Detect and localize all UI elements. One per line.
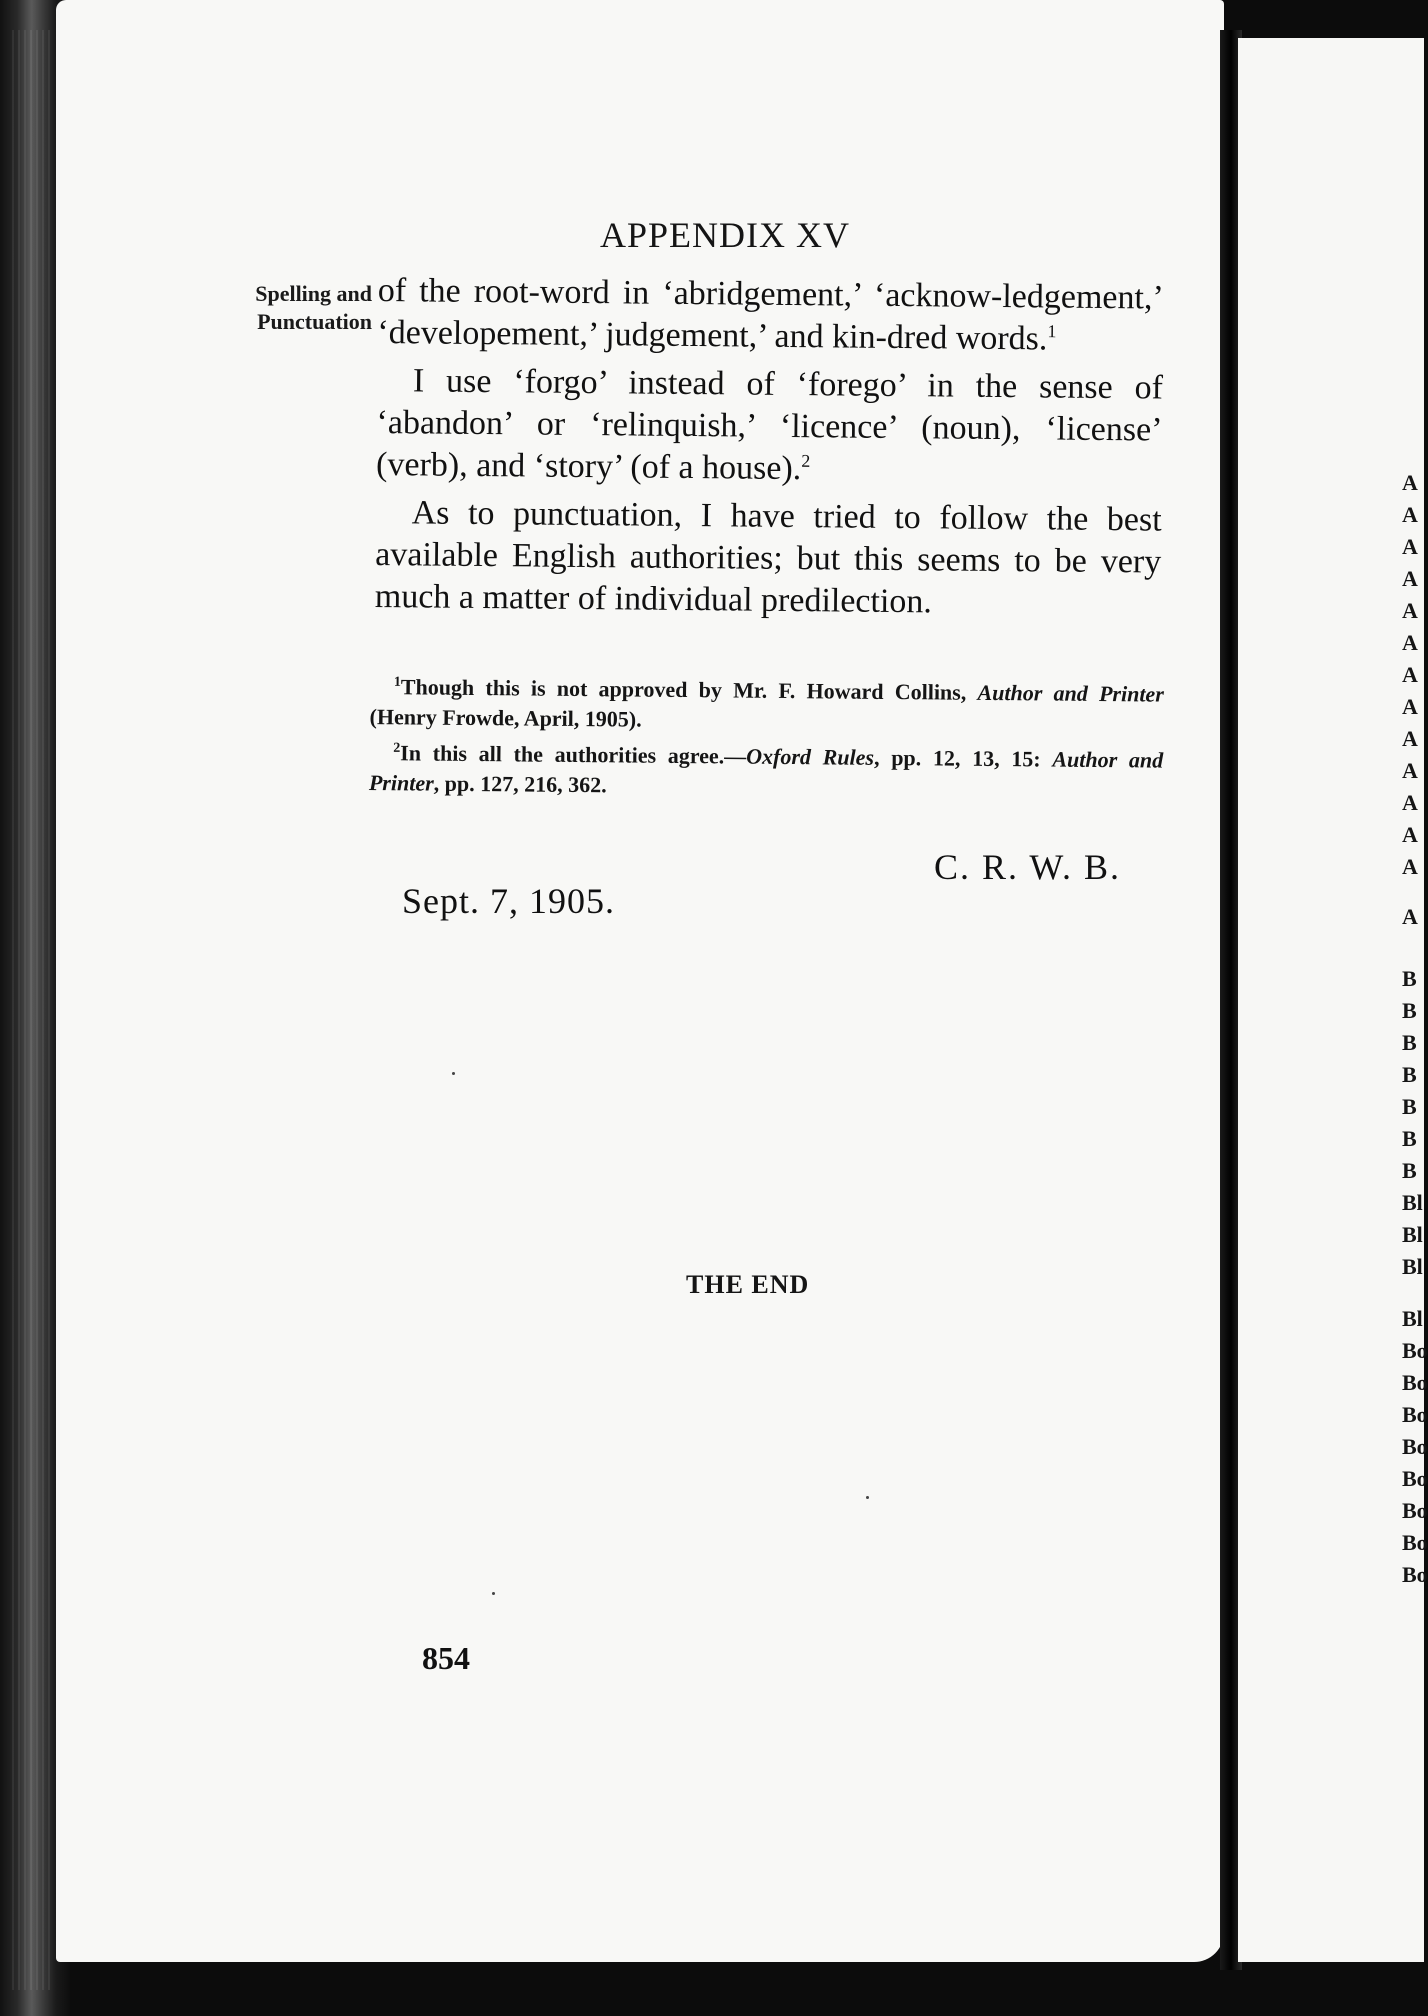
footnotes (369, 672, 1164, 806)
index-fragment: A (1402, 598, 1418, 623)
index-fragment: B (1402, 966, 1417, 991)
the-end: THE END (686, 1270, 810, 1299)
index-fragment: Bo (1402, 1434, 1428, 1459)
right-page-index-fragments (1402, 0, 1428, 1620)
index-fragment: B (1402, 1126, 1417, 1151)
index-fragment: A (1402, 726, 1418, 751)
index-fragment: Bl (1402, 1222, 1423, 1247)
index-fragment: B (1402, 1030, 1417, 1055)
index-fragment: Bo (1402, 1370, 1428, 1395)
index-fragment: Bo (1402, 1466, 1428, 1491)
index-fragment: Bl (1402, 1306, 1423, 1331)
date-line: Sept. 7, 1905. (402, 881, 616, 921)
index-fragment: Bl (1402, 1190, 1423, 1215)
paragraph-1: of the root-word in ‘abridgement,’ ‘acknow-ledgement,’ ‘developement,’ judgement,’ and kin-dred words.$^1$ (377, 271, 1164, 358)
index-fragment: B (1402, 998, 1417, 1023)
sidenote-line-2: Punctuation (257, 309, 372, 334)
author-initials: C. R. W. B. (934, 847, 1122, 887)
index-fragment: Bo (1402, 1562, 1428, 1587)
footnote-2: $^2$In this all the authorities agree.—Oxford Rules, pp. 12, 13, 15: Author and Printer, pp. 127, 216, 362. (368, 740, 1164, 798)
index-fragment: Bo (1402, 1530, 1428, 1555)
sidenote-line-1: Spelling and (255, 281, 372, 306)
index-fragment: Bo (1402, 1338, 1428, 1363)
paragraph-2: I use ‘forgo’ instead of ‘forego’ in the sense of ‘abandon’ or ‘relinquish,’ ‘licence’ (noun), ‘license’ (verb), and ‘story’ (of a house).$^2$ (375, 362, 1164, 488)
page-number: 854 (422, 1640, 470, 1676)
paper-speck (492, 1592, 495, 1595)
index-fragment: B (1402, 1158, 1417, 1183)
index-fragment: Bo (1402, 1402, 1428, 1427)
index-fragment: A (1402, 822, 1418, 847)
index-fragment: Bl (1402, 1254, 1423, 1279)
footnote-ref-2: 2 (801, 450, 811, 471)
right-page (1238, 38, 1424, 1962)
index-fragment: B (1402, 1062, 1417, 1087)
index-fragment: A (1402, 566, 1418, 591)
index-fragment: A (1402, 904, 1418, 929)
body-text (375, 270, 1164, 626)
spine-texture (12, 30, 52, 1990)
index-fragment: A (1402, 758, 1418, 783)
index-fragment: A (1402, 790, 1418, 815)
index-fragment: A (1402, 854, 1418, 879)
paper-speck (452, 1072, 455, 1075)
footnote-ref-1: 1 (1047, 321, 1057, 342)
paper-speck (866, 1496, 869, 1499)
paragraph-3: As to punctuation, I have tried to follow the best available English authorities; but this seems to be very much a matter of individual predilection. (374, 494, 1162, 621)
margin-sidenote (222, 280, 372, 336)
index-fragment: A (1402, 694, 1418, 719)
index-fragment: A (1402, 502, 1418, 527)
index-fragment: A (1402, 534, 1418, 559)
running-head: APPENDIX XV (600, 215, 851, 255)
index-fragment: B (1402, 1094, 1417, 1119)
index-fragment: A (1402, 470, 1418, 495)
index-fragment: A (1402, 662, 1418, 687)
index-fragment: A (1402, 630, 1418, 655)
footnote-1: $^1$Though this is not approved by Mr. F. Howard Collins, Author and Printer (Henry Frowde, April, 1905). (369, 674, 1164, 732)
index-fragment: Bo (1402, 1498, 1428, 1523)
